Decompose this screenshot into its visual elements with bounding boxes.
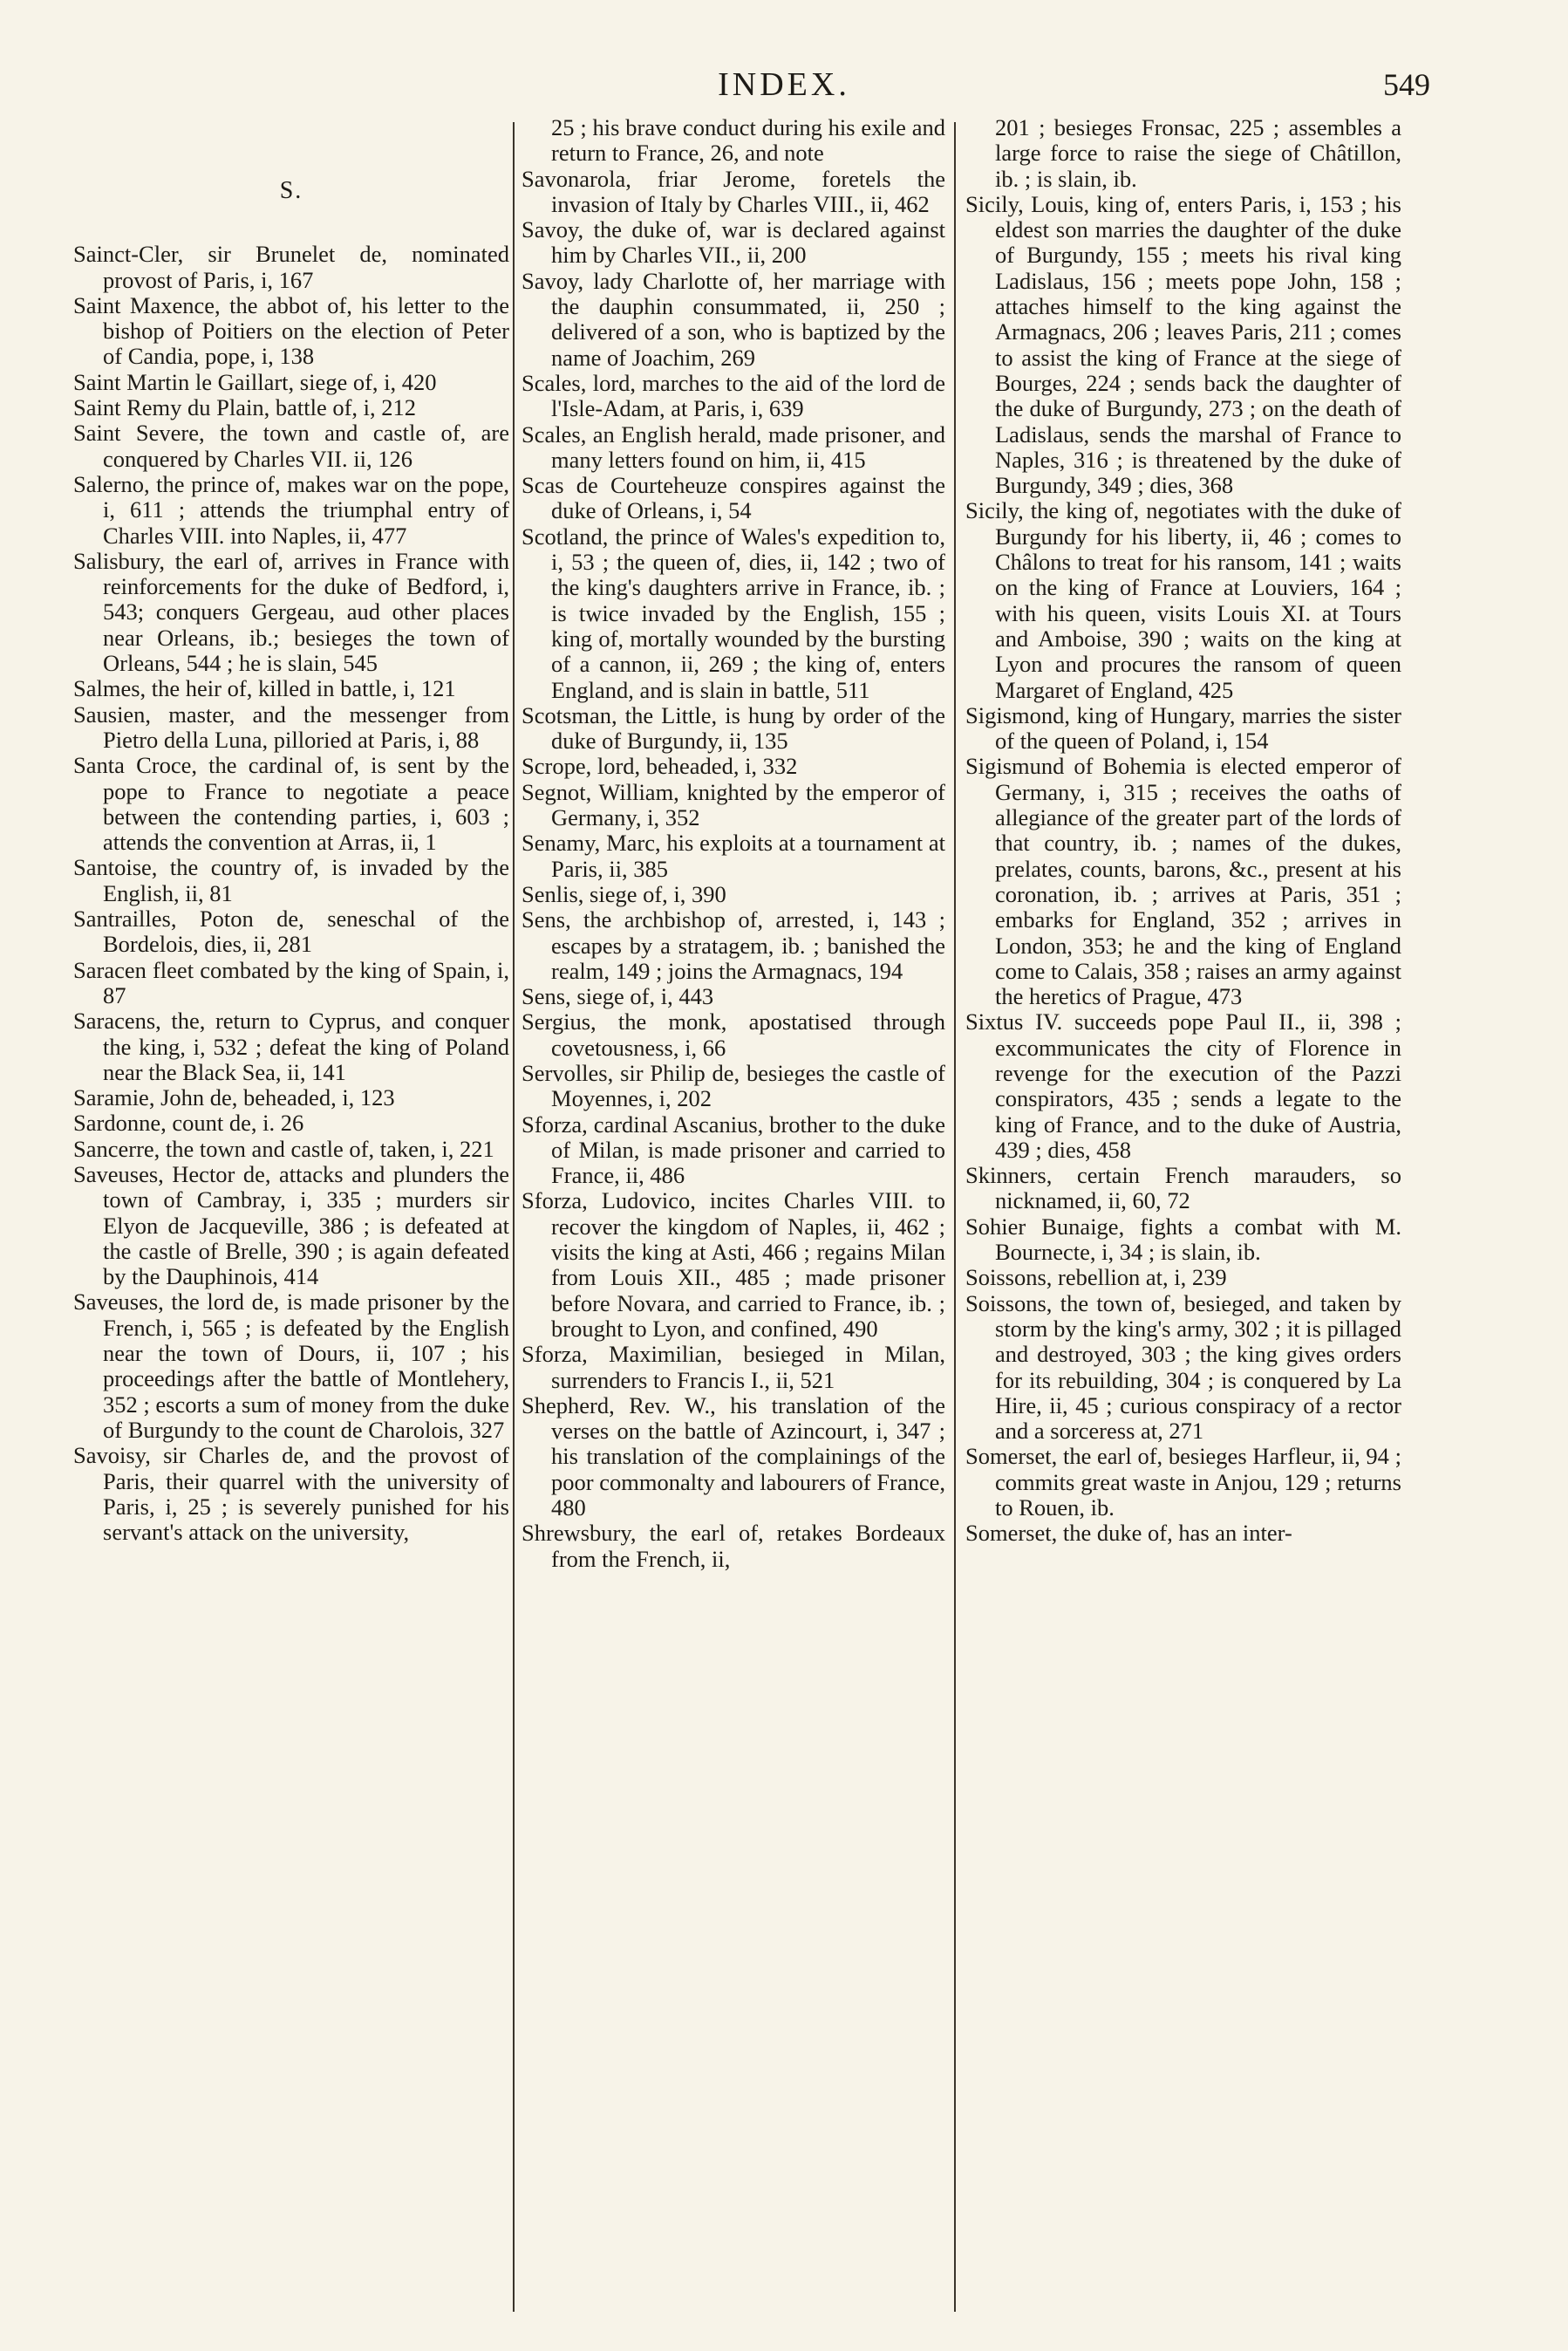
column-rule: [954, 122, 956, 2312]
index-entry: Soissons, rebellion at, i, 239: [965, 1264, 1227, 1291]
index-entry: Scas de Courteheuze conspires against the duke of Orleans, i, 54: [522, 472, 945, 524]
index-entry: Salerno, the prince of, makes war on the pope, i, 611 ; attends the triumphal entry of Charles VIII. into Naples, ii, 477: [73, 470, 509, 549]
index-entry: Servolles, sir Philip de, besieges the castle of Moyennes, i, 202: [522, 1059, 945, 1112]
index-entry: Scales, lord, marches to the aid of the lord de l'Isle-Adam, at Paris, i, 639: [522, 369, 945, 422]
index-entry: Scotsman, the Little, is hung by order of the duke of Burgundy, ii, 135: [522, 701, 945, 755]
index-entry: Savonarola, friar Jerome, foretels the invasion of Italy by Charles VIII., ii, 462: [522, 165, 945, 217]
index-column-2: [522, 115, 945, 1572]
entry-list: [73, 242, 509, 1545]
index-entry: Saint Severe, the town and castle of, are conquered by Charles VII. ii, 126: [73, 420, 509, 472]
index-entry: Sforza, Ludovico, incites Charles VIII. to recover the kingdom of Naples, ii, 462 ; visits the king at Asti, 466 ; regains Milan from Louis XII., 485 ; made prisoner before Novara, and carried to France, ib. ; brought to Lyon, and confined, 490: [522, 1187, 945, 1342]
index-entry: Sicily, Louis, king of, enters Paris, i, 153 ; his eldest son marries the daughter of the duke of Burgundy, 155 ; meets his rival king Ladislaus, 156 ; meets pope John, 158 ; attaches himself to the king against the Armagnacs, 206 ; leaves Paris, 211 ; comes to assist the king of France at the siege of Bourges, 224 ; sends back the daughter of the duke of Burgundy, 273 ; on the death of Ladislaus, sends the marshal of France to Naples, 316 ; is threatened by the duke of Burgundy, 349 ; dies, 368: [965, 190, 1401, 499]
index-column-1: [73, 115, 509, 1545]
index-entry: Somerset, the duke of, has an inter-: [965, 1520, 1292, 1547]
index-entry: Somerset, the earl of, besieges Harfleur, ii, 94 ; commits great waste in Anjou, 129 ; returns to Rouen, ib.: [965, 1443, 1401, 1521]
index-entry: Senlis, siege of, i, 390: [522, 880, 726, 907]
index-entry: Sforza, cardinal Ascanius, brother to the duke of Milan, is made prisoner and carried to France, ii, 486: [522, 1111, 945, 1189]
index-entry: Saramie, John de, beheaded, i, 123: [73, 1084, 395, 1111]
index-entry: Saint Martin le Gaillart, siege of, i, 420: [73, 368, 437, 395]
page-title: INDEX.: [718, 66, 850, 103]
index-entry: Soissons, the town of, besieged, and taken by storm by the king's army, 302 ; it is pillaged and destroyed, 303 ; the king gives orders for its rebuilding, 304 ; is conquered by La Hire, ii, 45 ; curious conspiracy of a rector and a sorceress at, 271: [965, 1289, 1401, 1445]
index-entry: Santa Croce, the cardinal of, is sent by the pope to France to negotiate a peace between the contending parties, i, 603 ; attends the convention at Arras, ii, 1: [73, 752, 509, 856]
index-entry: Santrailles, Poton de, seneschal of the Bordelois, dies, ii, 281: [73, 906, 509, 958]
index-entry: Sainct-Cler, sir Brunelet de, nominated provost of Paris, i, 167: [73, 241, 509, 293]
index-entry: Saint Maxence, the abbot of, his letter to the bishop of Poitiers on the election of Peter of Candia, pope, i, 138: [73, 291, 509, 370]
index-entry: Sergius, the monk, apostatised through covetousness, i, 66: [522, 1008, 945, 1061]
index-entry: Shrewsbury, the earl of, retakes Bordeaux from the French, ii,: [522, 1520, 945, 1572]
index-entry: Sigismund of Bohemia is elected emperor of Germany, i, 315 ; receives the oaths of allegiance of the greater part of the lords of that country, ib. ; names of the dukes, prelates, counts, barons, &c., present at his coronation, ib. ; arrives at Paris, 351 ; embarks for England, 352 ; arrives in London, 353; he and the king of England come to Calais, 358 ; raises an army against the heretics of Prague, 473: [965, 753, 1401, 1010]
index-entry: Skinners, certain French marauders, so nicknamed, ii, 60, 72: [965, 1162, 1401, 1214]
index-entry: Senamy, Marc, his exploits at a tournament at Paris, ii, 385: [522, 830, 945, 882]
entry-list: [965, 192, 1401, 1547]
running-head: [0, 63, 1568, 106]
section-letter: S.: [279, 177, 303, 204]
index-entry: Saint Remy du Plain, battle of, i, 212: [73, 394, 417, 421]
index-entry: Sforza, Maximilian, besieged in Milan, surrenders to Francis I., ii, 521: [522, 1341, 945, 1393]
page-number: 549: [1383, 67, 1430, 102]
index-entry: Scotland, the prince of Wales's expedition to, i, 53 ; the queen of, dies, ii, 142 ; two of the king's daughters arrive in France, ib. ; is twice invaded by the English, 155 ; king of, mortally wounded by the bursting of a cannon, ii, 269 ; the king of, enters England, and is slain in battle, 511: [522, 523, 945, 703]
index-entry: Scales, an English herald, made prisoner, and many letters found on him, ii, 415: [522, 420, 945, 473]
index-entry: Salmes, the heir of, killed in battle, i, 121: [73, 675, 456, 702]
index-column-3: [965, 115, 1401, 1547]
index-entry: Sancerre, the town and castle of, taken, i, 221: [73, 1135, 494, 1162]
index-entry: Salisbury, the earl of, arrives in France with reinforcements for the duke of Bedford, i, 543; conquers Gergeau, aud other places near Orleans, ib.; besieges the town of Orleans, 544 ; he is slain, 545: [73, 547, 509, 677]
index-entry: Sens, siege of, i, 443: [522, 983, 714, 1010]
index-entry: Sens, the archbishop of, arrested, i, 143 ; escapes by a stratagem, ib. ; banished the realm, 149 ; joins the Armagnacs, 194: [522, 906, 945, 984]
index-entry: Saracen fleet combated by the king of Spain, i, 87: [73, 956, 509, 1008]
index-entry: Scrope, lord, beheaded, i, 332: [522, 753, 798, 780]
index-entry: Savoy, lady Charlotte of, her marriage with the dauphin consummated, ii, 250 ; delivered of a son, who is baptized by the name of Joachim, 269: [522, 267, 945, 371]
continued-entry: 201 ; besieges Fronsac, 225 ; assembles a large force to raise the siege of Châtillon, ib. ; is slain, ib.: [995, 114, 1401, 192]
index-entry: Sigismond, king of Hungary, marries the sister of the queen of Poland, i, 154: [965, 701, 1401, 755]
index-entry: Sixtus IV. succeeds pope Paul II., ii, 398 ; excommunicates the city of Florence in revenge for the execution of the Pazzi conspirators, 435 ; sends a legate to the king of France, and to the duke of Austria, 439 ; dies, 458: [965, 1008, 1401, 1163]
index-entry: Santoise, the country of, is invaded by the English, ii, 81: [73, 854, 509, 906]
entry-list: [522, 167, 945, 1572]
continued-entry: 25 ; his brave conduct during his exile and return to France, 26, and note: [551, 114, 945, 167]
index-entry: Savoy, the duke of, war is declared against him by Charles VII., ii, 200: [522, 216, 945, 269]
index-entry: Sausien, master, and the messenger from Pietro della Luna, pilloried at Paris, i, 88: [73, 701, 509, 753]
index-entry: Savoisy, sir Charles de, and the provost of Paris, their quarrel with the university of Paris, i, 25 ; is severely punished for his servant's attack on the university,: [73, 1442, 509, 1546]
index-entry: Segnot, William, knighted by the emperor of Germany, i, 352: [522, 778, 945, 831]
index-entry: Saracens, the, return to Cyprus, and conquer the king, i, 532 ; defeat the king of Poland near the Black Sea, ii, 141: [73, 1008, 509, 1085]
index-entry: Saveuses, the lord de, is made prisoner by the French, i, 565 ; is defeated by the English near the town of Dours, ii, 107 ; his proceedings after the battle of Montlehery, 352 ; escorts a sum of money from the duke of Burgundy to the count de Charolois, 327: [73, 1288, 509, 1443]
column-rule: [513, 122, 515, 2312]
index-entry: Saveuses, Hector de, attacks and plunders the town of Cambray, i, 335 ; murders sir Elyon de Jacqueville, 386 ; is defeated at the castle of Brelle, 390 ; is again defeated by the Dauphinois, 414: [73, 1160, 509, 1290]
index-entry: Sohier Bunaige, fights a combat with M. Bournecte, i, 34 ; is slain, ib.: [965, 1213, 1401, 1266]
index-entry: Sardonne, count de, i. 26: [73, 1110, 304, 1137]
index-entry: Shepherd, Rev. W., his translation of the verses on the battle of Azincourt, i, 347 ; his translation of the complainings of the poor commonalty and labourers of France, 480: [522, 1391, 945, 1521]
index-entry: Sicily, the king of, negotiates with the duke of Burgundy for his liberty, ii, 46 ; comes to Châlons to treat for his ransom, 141 ; waits on the king of France at Louviers, 164 ; with his queen, visits Louis XI. at Tours and Amboise, 390 ; waits on the king at Lyon and procures the ransom of queen Margaret of England, 425: [965, 497, 1401, 703]
